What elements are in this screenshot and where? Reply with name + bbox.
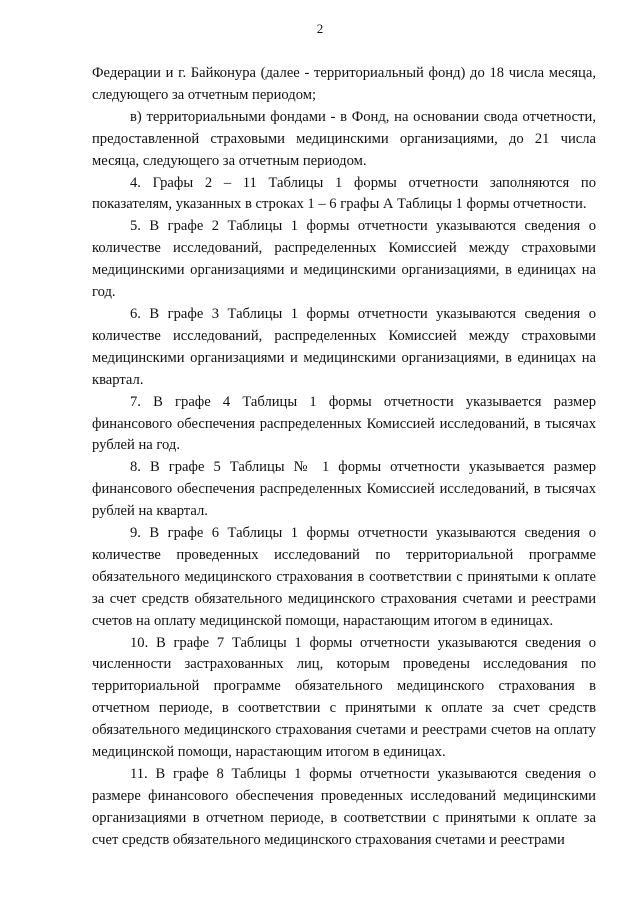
paragraph: 5. В графе 2 Таблицы 1 формы отчетности указываются сведения о количестве исследований, распределенных Комиссией между страховыми медицинскими организациями и медицинскими организациями, в единицах на год.	[92, 218, 596, 301]
page-number: 2	[316, 21, 324, 36]
paragraph: 11. В графе 8 Таблицы 1 формы отчетности указываются сведения о размере финансового обеспечения проведенных исследований медицинскими организациями в отчетном периоде, в соответствии с принятыми к оплате за счет средств обязательного медицинского страхования счетами и реестрами	[92, 766, 596, 848]
paragraph: 10. В графе 7 Таблицы 1 формы отчетности указываются сведения о численности застрахованных лиц, которым проведены исследования по территориальной программе обязательного медицинского страхования в отчетном периоде, в соответствии с принятыми к оплате за счет средств обязательного медицинского страхования счетами и реестрами счетов на оплату медицинской помощи, нарастающим итогом в единицах.	[92, 634, 596, 761]
paragraph: 9. В графе 6 Таблицы 1 формы отчетности указываются сведения о количестве проведенных исследований по территориальной программе обязательного медицинского страхования в соответствии с принятыми к оплате за счет средств обязательного медицинского страхования счетами и реестрами счетов на оплату медицинской помощи, нарастающим итогом в единицах.	[92, 525, 596, 629]
paragraph: 6. В графе 3 Таблицы 1 формы отчетности указываются сведения о количестве исследований, распределенных Комиссией между страховыми медицинскими организациями и медицинскими организациями, в единицах на квартал.	[92, 305, 596, 388]
paragraph: в) территориальными фондами - в Фонд, на основании свода отчетности, предоставленной страховыми медицинскими организациями, до 21 числа месяца, следующего за отчетным периодом.	[92, 108, 596, 169]
paragraph: Федерации и г. Байконура (далее - территориальный фонд) до 18 числа месяца, следующего за отчетным периодом;	[92, 65, 596, 103]
paragraph: 7. В графе 4 Таблицы 1 формы отчетности указывается размер финансового обеспечения распределенных Комиссией исследований, в тысячах рублей на год.	[92, 393, 596, 454]
paragraph: 4. Графы 2 – 11 Таблицы 1 формы отчетности заполняются по показателям, указанных в строках 1 – 6 графы А Таблицы 1 формы отчетности.	[92, 174, 596, 213]
document-body	[92, 63, 596, 852]
paragraph: 8. В графе 5 Таблицы № 1 формы отчетности указывается размер финансового обеспечения распределенных Комиссией исследований, в тысячах рублей на квартал.	[92, 459, 596, 520]
